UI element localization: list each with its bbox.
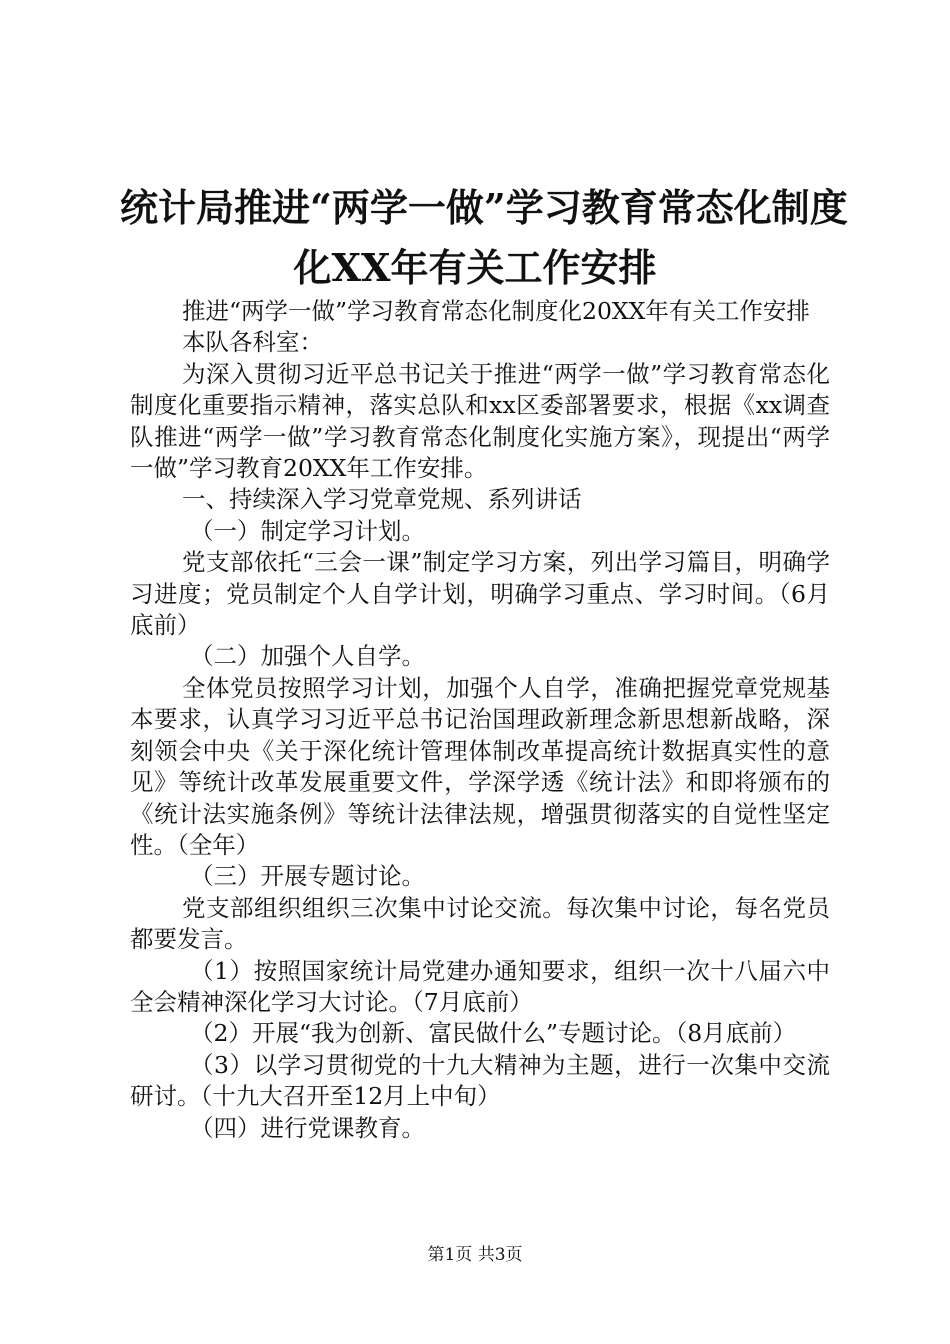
page-number-footer: 第1页 共3页 [427, 1245, 523, 1265]
paragraph: 本队各科室： [182, 328, 323, 357]
document-body [130, 296, 830, 1144]
list-item: （1）按照国家统计局党建办通知要求，组织一次十八届六中全会精神深化学习大讨论。（7月底前） [130, 956, 830, 1016]
document-title-line-2: 化XX年有关工作安排 [293, 245, 657, 290]
paragraph: 党支部组织组织三次集中讨论交流。每次集中讨论，每名党员都要发言。 [130, 893, 830, 954]
document-title-line-1: 统计局推进“两学一做”学习教育常态化制度 [120, 185, 848, 230]
list-item: （3）以学习贯彻党的十九大精神为主题，进行一次集中交流研讨。（十九大召开至12月上中旬） [130, 1050, 830, 1111]
subsection-heading: （四）进行党课教育。 [190, 1113, 425, 1142]
subsection-heading: （三）开展专题讨论。 [190, 862, 425, 891]
subsection-heading: （一）制定学习计划。 [190, 516, 425, 545]
list-item: （2）开展“我为创新、富民做什么”专题讨论。（8月底前） [190, 1019, 797, 1048]
section-heading: 一、持续深入学习党章党规、系列讲话 [182, 485, 582, 514]
paragraph: 推进“两学一做”学习教育常态化制度化20XX年有关工作安排 [182, 297, 810, 325]
subsection-heading: （二）加强个人自学。 [190, 642, 425, 671]
paragraph: 党支部依托“三会一课”制定学习方案，列出学习篇目，明确学习进度；党员制定个人自学计划，明确学习重点、学习时间。（6月底前） [130, 548, 830, 640]
paragraph: 全体党员按照学习计划，加强个人自学，准确把握党章党规基本要求，认真学习习近平总书记治国理政新理念新思想新战略，深刻领会中央《关于深化统计管理体制改革提高统计数据真实性的意见》等统计改革发展重要文件，学深学透《统计法》和即将颁布的《统计法实施条例》等统计法律法规，增强贯彻落实的自觉性坚定性。（全年） [130, 673, 830, 859]
paragraph: 为深入贯彻习近平总书记关于推进“两学一做”学习教育常态化制度化重要指示精神，落实总队和xx区委部署要求，根据《xx调查队推进“两学一做”学习教育常态化制度化实施方案》，现提出“两学一做”学习教育20XX年工作安排。 [130, 359, 830, 483]
